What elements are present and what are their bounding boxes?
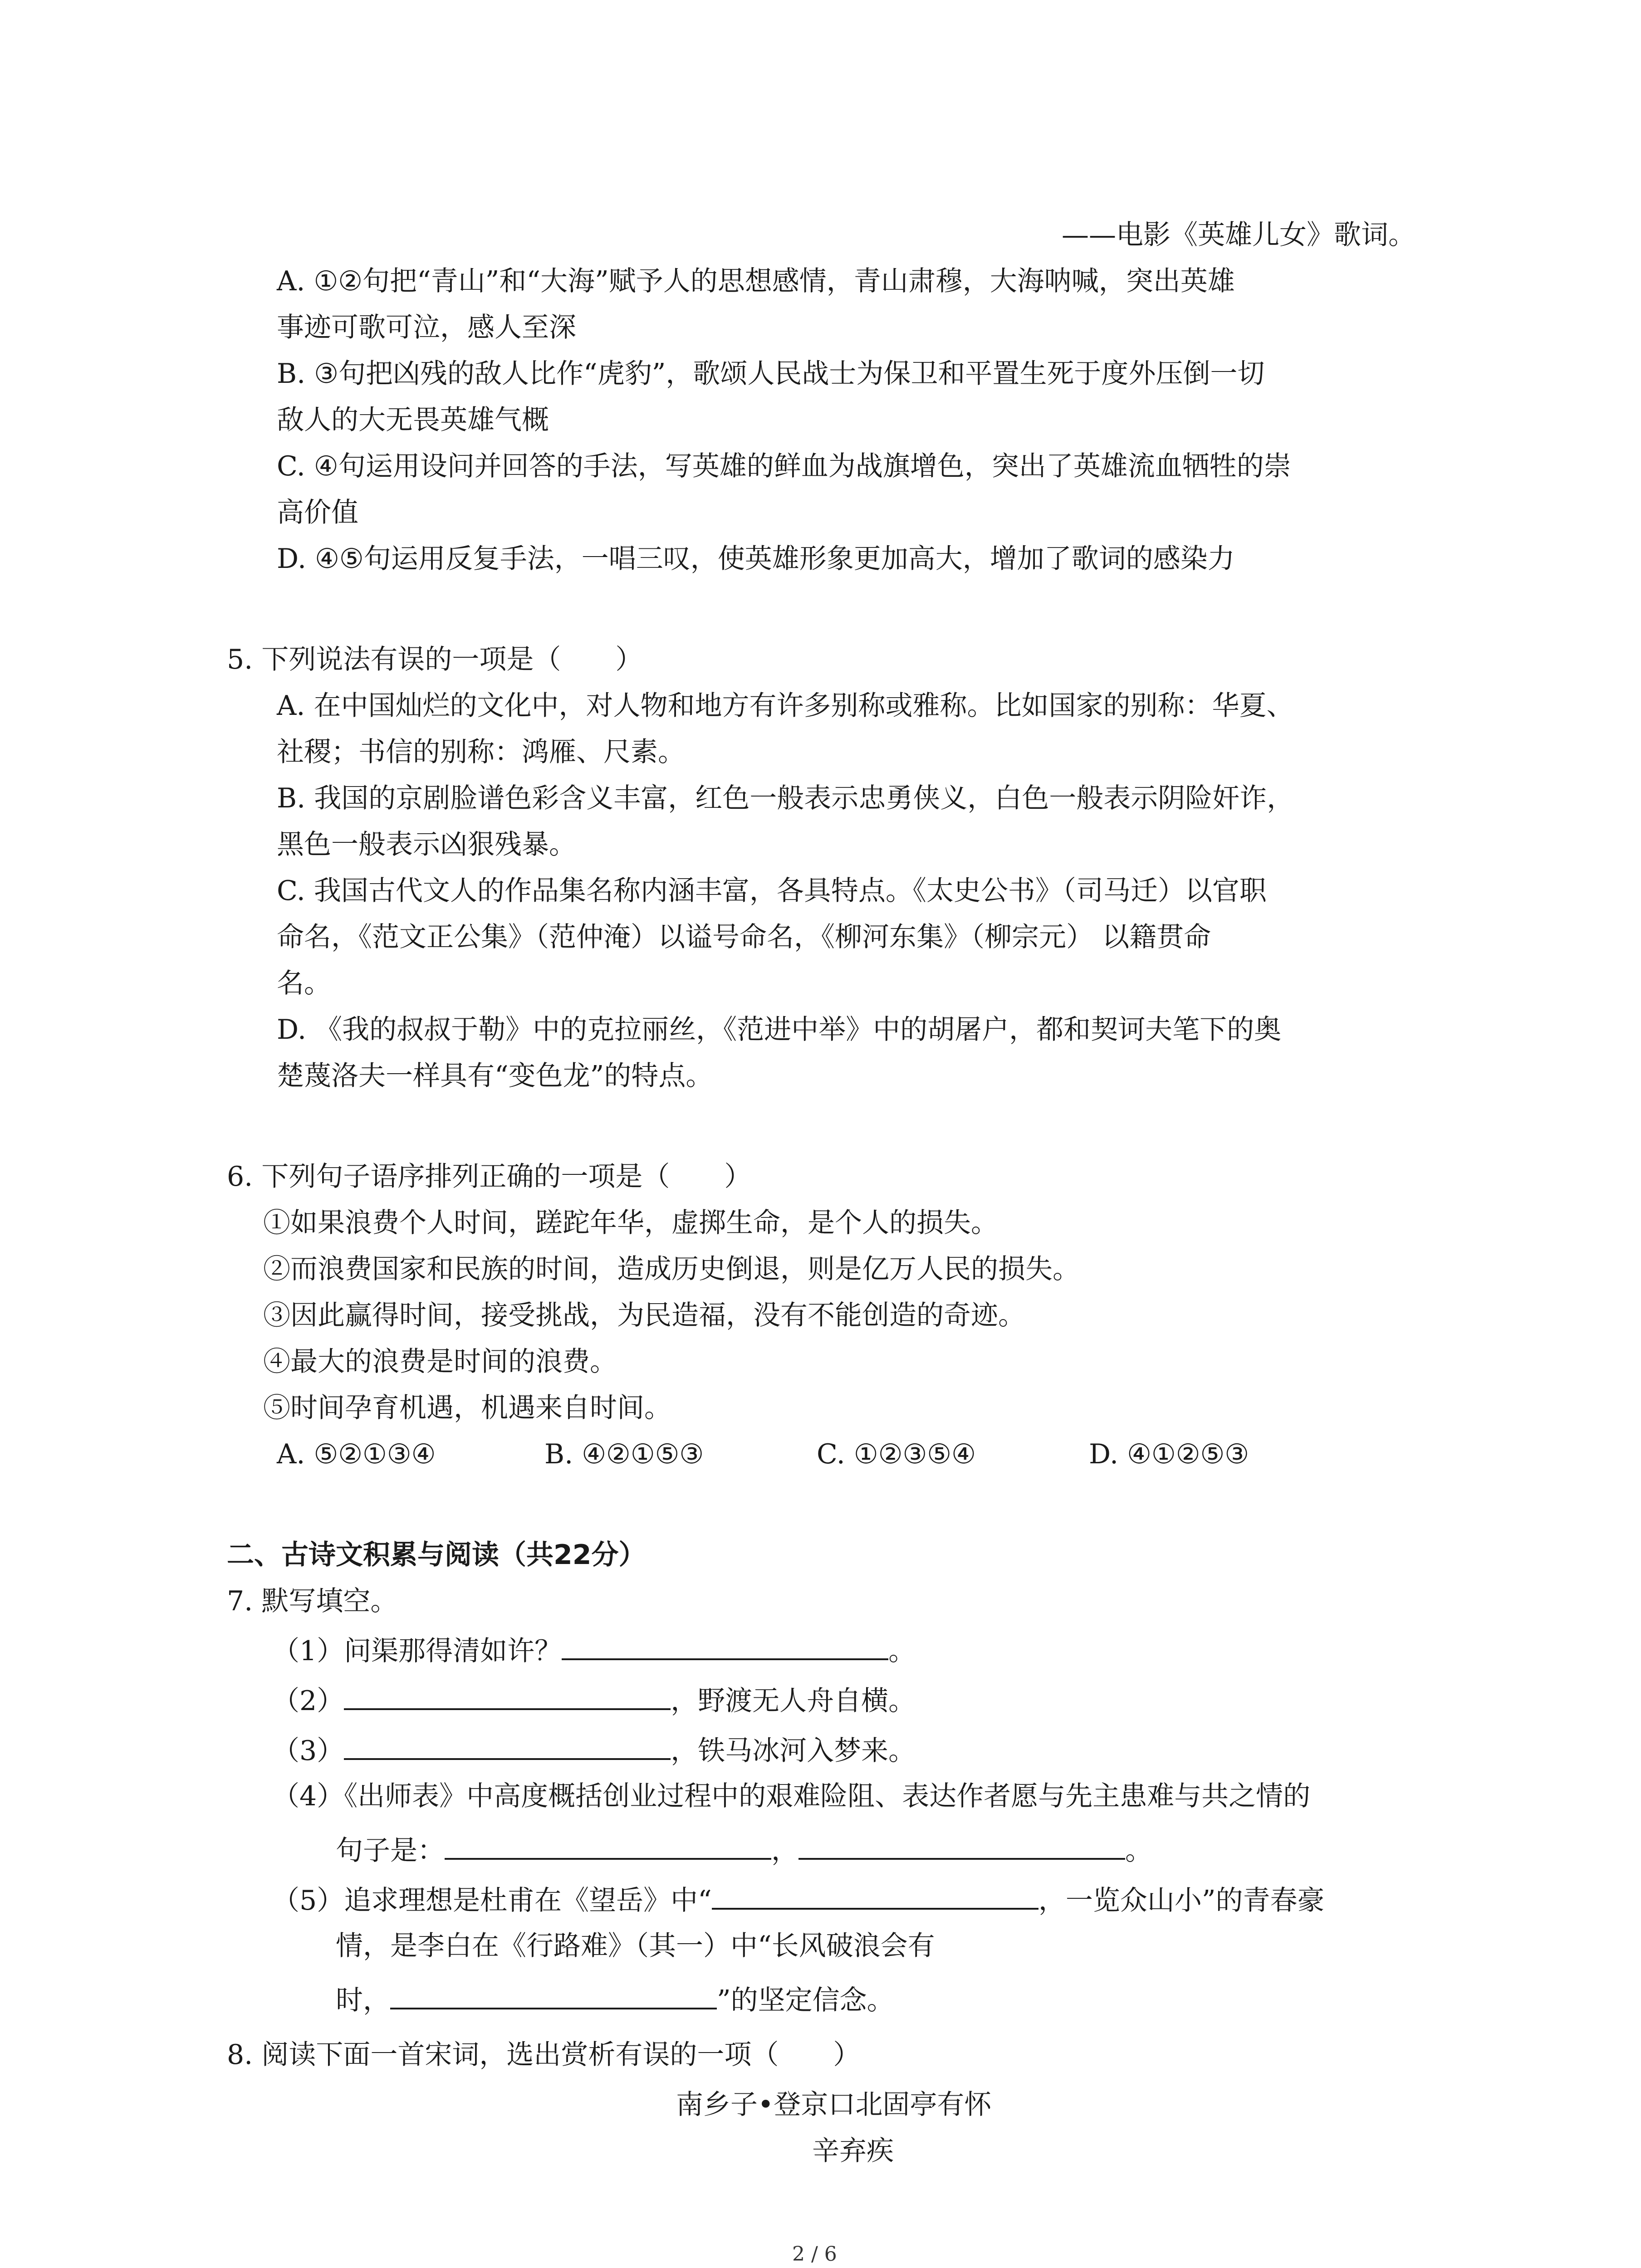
q7-item-5-text: 追求理想是杜甫在《望岳》中“ xyxy=(344,1885,712,1916)
q4-option-a-line2: 事迹可歌可泣，感人至深 xyxy=(277,312,576,343)
poem-title: 南乡子•登京口北固亭有怀 xyxy=(676,2089,992,2121)
q7-item-5-blank-2[interactable] xyxy=(390,1982,717,2009)
q6-stem: 6. 下列句子语序排列正确的一项是（ ） xyxy=(227,1161,752,1193)
q6-option-c: C. ①②③⑤④ xyxy=(817,1438,976,1470)
q7-item-2-blank[interactable] xyxy=(344,1683,671,1710)
q7-item-4-end: 。 xyxy=(1125,1835,1152,1867)
q4-option-d-line1: D. ④⑤句运用反复手法，一唱三叹，使英雄形象更加高大，增加了歌词的感染力 xyxy=(277,543,1235,575)
q7-item-3-end: ，铁马冰河入梦来。 xyxy=(671,1735,916,1767)
q6-option-d: D. ④①②⑤③ xyxy=(1089,1438,1249,1470)
q4-option-c-line2: 高价值 xyxy=(277,497,358,528)
section-2-heading: 二、古诗文积累与阅读（共22分） xyxy=(227,1539,646,1571)
q5-option-d-line1: D. 《我的叔叔于勒》中的克拉丽丝，《范进中举》中的胡屠户，都和契诃夫笔下的奥 xyxy=(277,1014,1282,1046)
q8-stem: 8. 阅读下面一首宋词，选出赏析有误的一项（ ） xyxy=(227,2039,861,2071)
q5-option-a-line2: 社稷；书信的别称：鸿雁、尺素。 xyxy=(277,736,685,768)
q7-item-4-blank-2[interactable] xyxy=(798,1833,1125,1860)
q4-option-b-line1: B. ③句把凶残的敌人比作“虎豹”，歌颂人民战士为保卫和平置生死于度外压倒一切 xyxy=(277,358,1265,390)
q7-item-3-blank[interactable] xyxy=(344,1733,671,1760)
q5-stem: 5. 下列说法有误的一项是（ ） xyxy=(227,644,643,675)
q5-option-b-line2: 黑色一般表示凶狠残暴。 xyxy=(277,829,576,860)
q6-option-a: A. ⑤②①③④ xyxy=(277,1438,436,1470)
q7-item-4-separator: ， xyxy=(771,1835,798,1867)
page-number: 2 / 6 xyxy=(792,2243,837,2266)
q7-item-5-end: ”的坚定信念。 xyxy=(717,1984,894,2016)
q7-item-1-end: 。 xyxy=(888,1635,916,1667)
q4-option-c-line1: C. ④句运用设问并回答的手法，写英雄的鲜血为战旗增色，突出了英雄流血牺牲的崇 xyxy=(277,450,1291,482)
q6-sentence-1: ①如果浪费个人时间，蹉跎年华，虚掷生命，是个人的损失。 xyxy=(263,1207,998,1239)
q7-item-1-blank[interactable] xyxy=(562,1633,888,1660)
q7-item-4-number: （4） xyxy=(272,1780,344,1812)
q5-option-b-line1: B. 我国的京剧脸谱色彩含义丰富，红色一般表示忠勇侠义，白色一般表示阴险奸诈， xyxy=(277,782,1294,814)
q7-item-4-text: 《出师表》中高度概括创业过程中的艰难险阻、表达作者愿与先主患难与共之情的 xyxy=(344,1780,1311,1812)
q7-item-5-mid: ，一览众山小”的青春豪 xyxy=(1038,1885,1325,1916)
q7-item-4-blank-1[interactable] xyxy=(445,1833,771,1860)
q7-item-5-blank-1[interactable] xyxy=(712,1882,1038,1910)
q7-item-2 xyxy=(272,1683,916,1715)
q7-item-4-prefix: 句子是： xyxy=(336,1835,445,1867)
q7-item-1 xyxy=(272,1633,916,1665)
q6-option-b: B. ④②①⑤③ xyxy=(544,1438,704,1470)
q7-item-5-line1 xyxy=(272,1882,1325,1914)
q7-item-4-line1 xyxy=(272,1780,1311,1812)
lyrics-attribution: ——电影《英雄儿女》歌词。 xyxy=(1062,219,1416,251)
q7-item-5-line2: 情，是李白在《行路难》（其一）中“长风破浪会有 xyxy=(336,1930,935,1962)
q7-item-5-number: （5） xyxy=(272,1885,344,1916)
q7-item-4-line2 xyxy=(336,1833,1152,1867)
q6-sentence-3: ③因此赢得时间，接受挑战，为民造福，没有不能创造的奇迹。 xyxy=(263,1300,1025,1331)
q7-stem: 7. 默写填空。 xyxy=(227,1585,398,1617)
q7-item-2-number: （2） xyxy=(272,1685,344,1717)
q7-item-1-text: 问渠那得清如许？ xyxy=(344,1635,562,1667)
q4-option-a-line1: A. ①②句把“青山”和“大海”赋予人的思想感情，青山肃穆，大海呐喊，突出英雄 xyxy=(277,265,1235,297)
q7-item-2-end: ，野渡无人舟自横。 xyxy=(671,1685,916,1717)
q4-option-b-line2: 敌人的大无畏英雄气概 xyxy=(277,404,549,436)
q6-sentence-5: ⑤时间孕育机遇，机遇来自时间。 xyxy=(263,1392,671,1424)
q7-item-5-line3 xyxy=(336,1982,894,2014)
q7-item-1-number: （1） xyxy=(272,1635,344,1667)
q7-item-3 xyxy=(272,1733,916,1765)
q5-option-c-line2: 命名，《范文正公集》（范仲淹）以谥号命名，《柳河东集》（柳宗元） 以籍贯命 xyxy=(277,921,1211,953)
q6-sentence-4: ④最大的浪费是时间的浪费。 xyxy=(263,1346,617,1378)
q5-option-c-line3: 名。 xyxy=(277,968,331,999)
q5-option-d-line2: 楚蔑洛夫一样具有“变色龙”的特点。 xyxy=(277,1060,713,1092)
q7-item-5-line3-prefix: 时， xyxy=(336,1984,390,2016)
q5-option-a-line1: A. 在中国灿烂的文化中，对人物和地方有许多别称或雅称。比如国家的别称：华夏、 xyxy=(277,690,1294,722)
poem-author: 辛弃疾 xyxy=(812,2135,894,2167)
q7-item-3-number: （3） xyxy=(272,1735,344,1767)
q5-option-c-line1: C. 我国古代文人的作品集名称内涵丰富，各具特点。《太史公书》（司马迁）以官职 xyxy=(277,875,1267,907)
q6-sentence-2: ②而浪费国家和民族的时间，造成历史倒退，则是亿万人民的损失。 xyxy=(263,1253,1080,1285)
